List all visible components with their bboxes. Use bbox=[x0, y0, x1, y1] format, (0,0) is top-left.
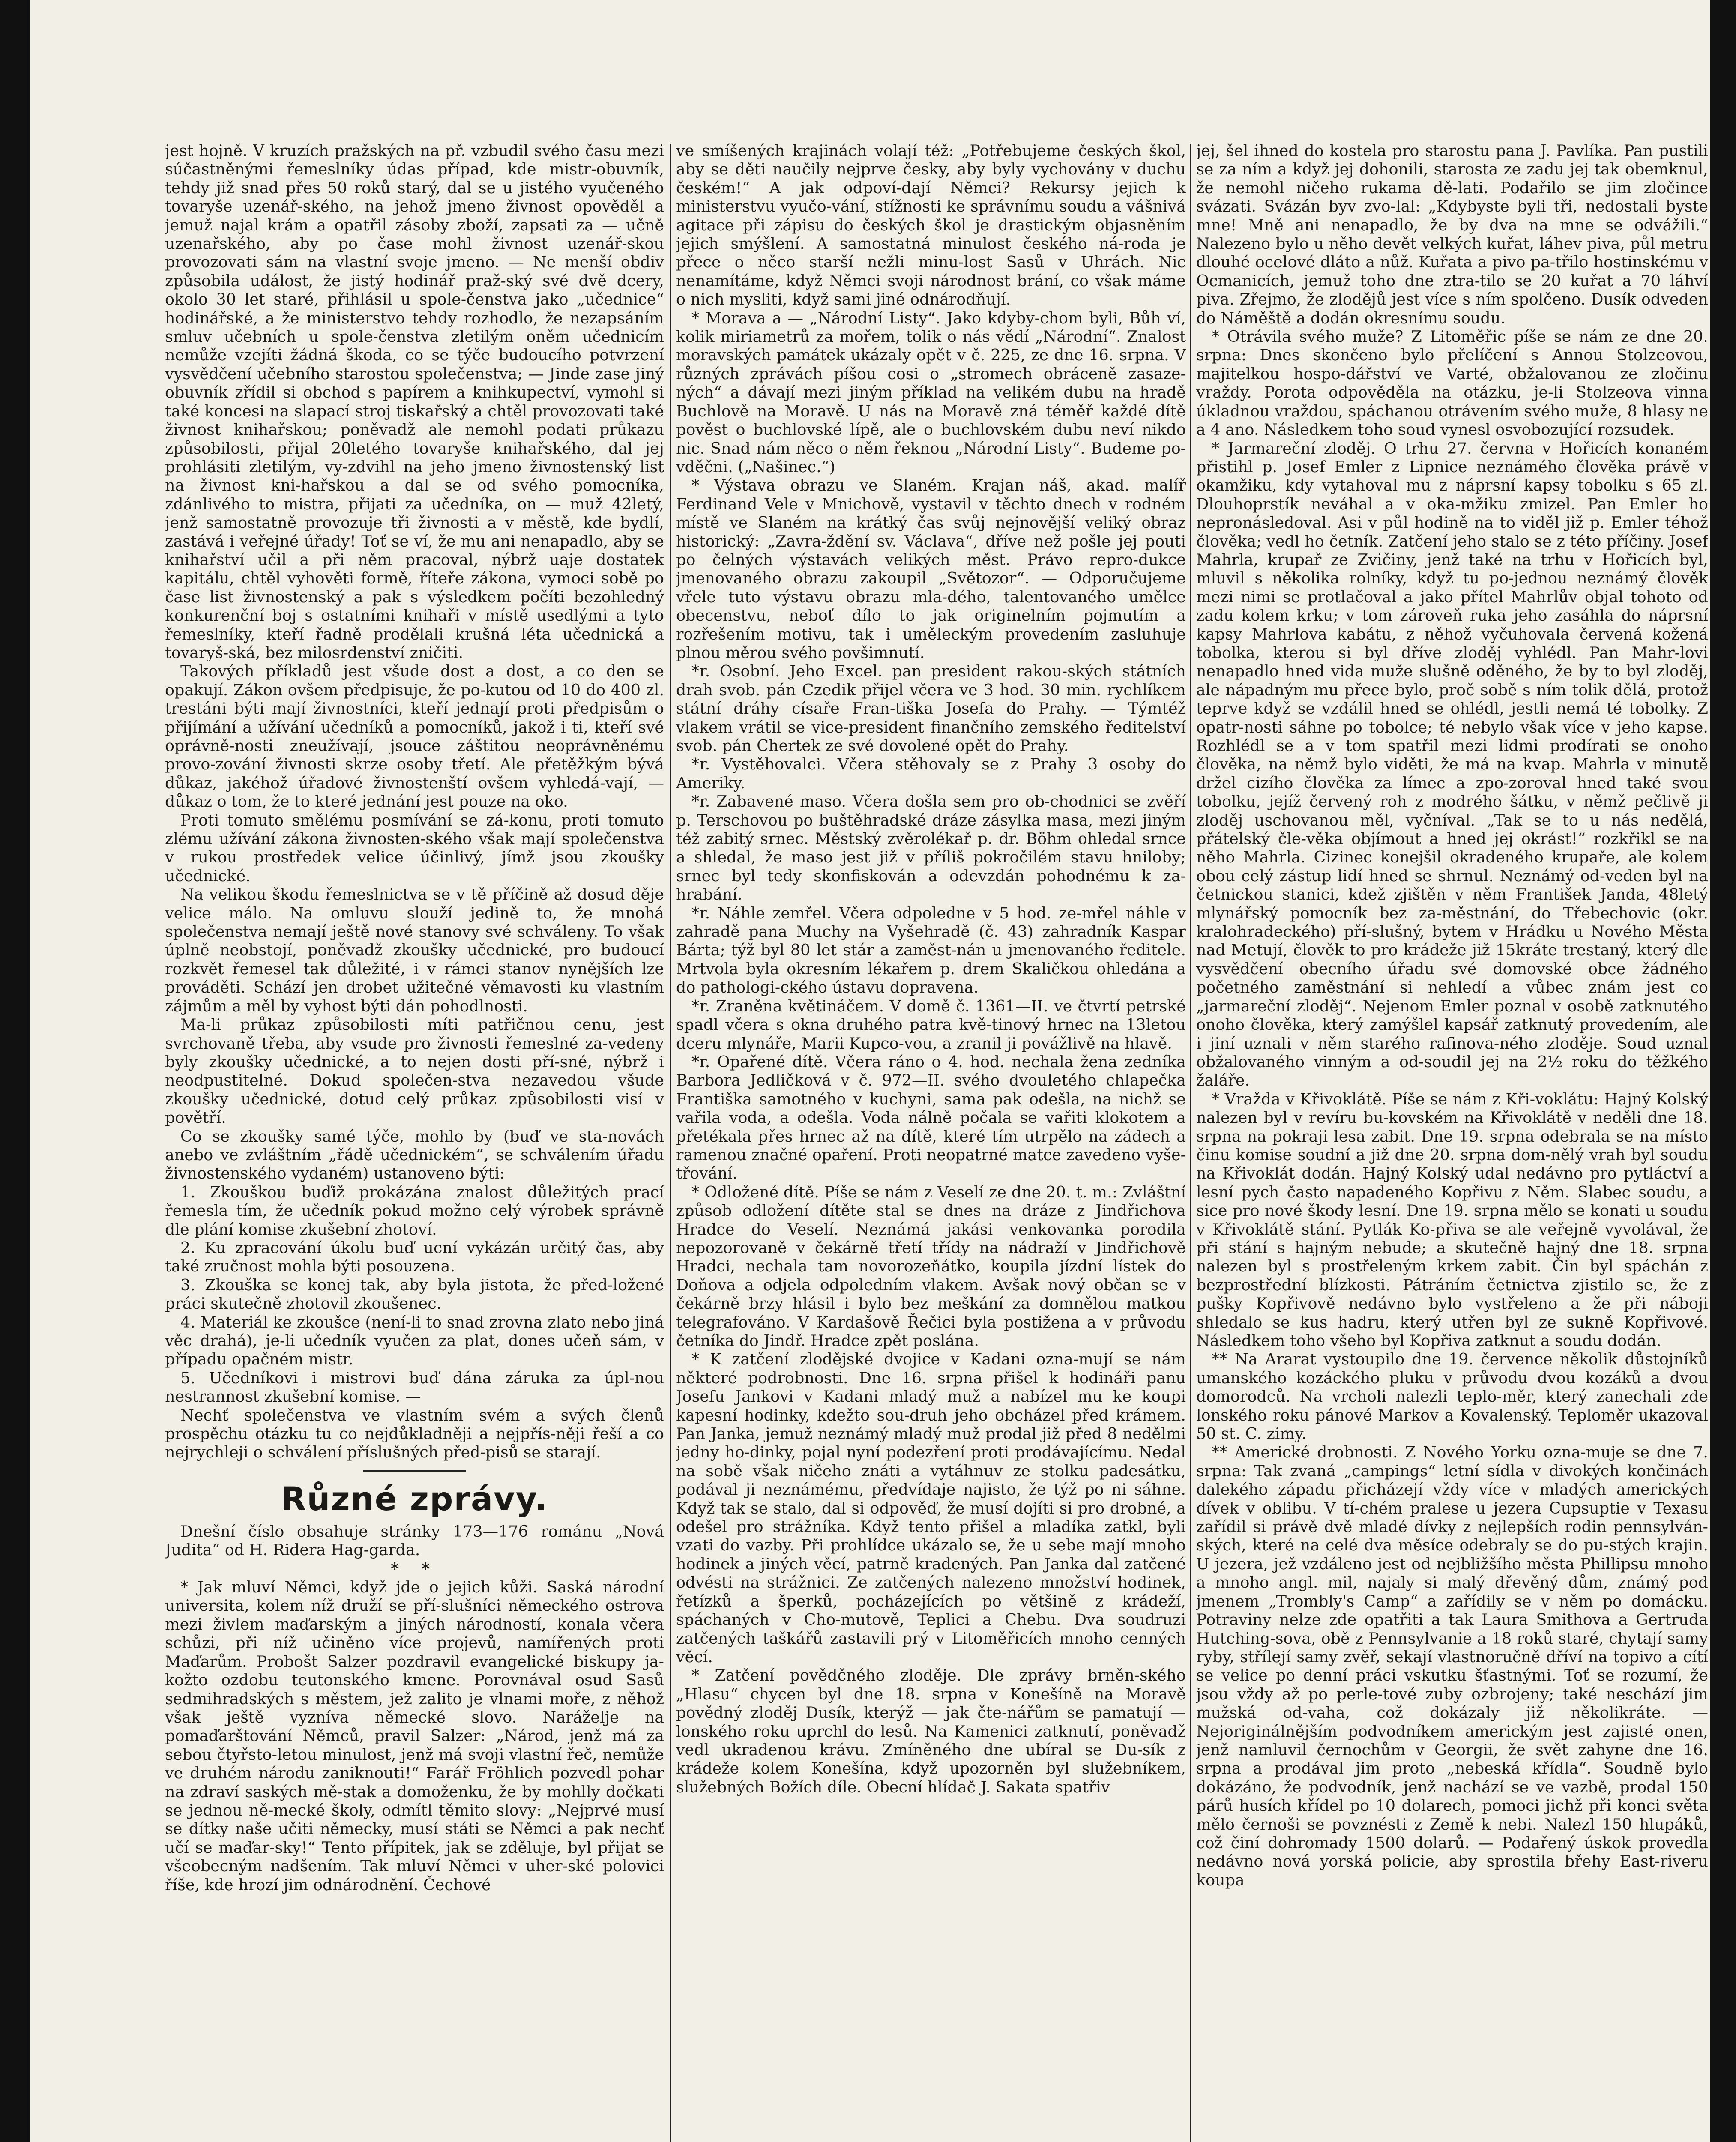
paragraph: * Jarmareční zloděj. O trhu 27. června v Hořicích konaném přistihl p. Josef Emler z Lipnice neznámého člověka právě v okamžiku, kdy vytahoval mu z náprsní kapsy tobolku s 65 zl. Dlouhoprstík neváhal a v oka-mžiku zmizel. Pan Emler ho nepronásledoval. Asi v půl hodině na to viděl již p. Emler téhož člověka; vedl ho četník. Zatčení jeho stalo se z této příčiny. Josef Mahrla, krupař ze Zvičiny, jenž také na trhu v Hořicích byl, mluvil s několika rolníky, když tu po-jednou neznámý člověk mezi nimi se protlačoval a jako přítel Mahrlův objal tohoto od zadu kolem krku; v tom zároveň ruka jeho zasáhla do náprsní kapsy Mahrlova kabátu, z něhož vyčuhovala červená kožená tobolka, kterou si byl dříve zloděj vyhlédl. Pan Mahr-lovi nenapadlo hned vida muže slušně oděného, že by to byl zloděj, ale nápadným mu přece bylo, proč sobě s ním tolik dělá, protož teprve když se vzdálil hned se ohlédl, jestli nemá té tobolky. Z opatr-nosti sáhne po tobolce; té nebylo však více v jeho kapse. Rozhlédl se a v tom spatřil mezi lidmi prodírati se onoho člověka, na němž bylo viděti, že má na kvap. Mahrla v minutě držel cizího člověka za límec a zpo-zoroval hned také svou tobolku, jejíž červený roh z modrého šátku, v němž pečlivě ji zloděj uschovanou měl, vyčníval. „Tak se to u nás nedělá, přátelský čle-věka objímout a hned jej okrást!“ rozkřikl se na něho Mahrla. Cizinec konejšil okradeného krupaře, ale kolem obou celý zástup lidí hned se shrnul. Neznámý od-veden byl na četnickou stanici, kdež zjištěn v něm František Janda, 48letý mlynářský pomocník bez za-městnání, do Třebechovic (okr. kralohradeckého) pří-slušný, bytem v Hrádku u Nového Města nad Metují, člověk to pro krádeže již 15kráte trestaný, který dle vysvědčení obecního úřadu své domovské obce žádného početného zaměstnání si nehledí a vůbec znám jest co „jarmareční zloděj“. Nejenom Emler poznal v osobě zatknutého onoho člověka, který zamýšlel kapsář zatknutý provedením, ale i jiní uznali v něm starého rafinova-ného zloděje. Soud uznal obžalovaného vinným a od-soudil jej na 2½ roku do těžkého žaláře. bbox=[1196, 439, 1708, 1090]
scan-border-left bbox=[0, 0, 30, 2142]
column-2 bbox=[676, 141, 1186, 2142]
column-divider bbox=[670, 144, 671, 2142]
paragraph: *r. Osobní. Jeho Excel. pan president rakou-ských státních drah svob. pán Czedik přijel včera ve 3 hod. 30 min. rychlíkem státní dráhy císaře Fran-tiška Josefa do Prahy. — Týmtéž vlakem vrátil se vice-president finančního zemského ředitelství svob. pán Chertek ze své dovolené opět do Prahy. bbox=[676, 662, 1186, 755]
paragraph: *r. Náhle zemřel. Včera odpoledne v 5 hod. ze-mřel náhle v zahradě pana Muchy na Vyšehradě (č. 43) zahradník Kaspar Bárta; týž byl 80 let stár a zaměst-nán u jmenovaného ředitele. Mrtvola byla okresním lékařem p. drem Skaličkou ohledána a do pathologi-ckého ústavu dopravena. bbox=[676, 903, 1186, 997]
paragraph: Proti tomuto smělému posmívání se zá-konu, proti tomuto zlému užívání zákona živnosten-ského však mají společenstva v rukou prostředek velice účinlivý, jímž jsou zkoušky učednické. bbox=[165, 811, 664, 885]
paragraph: ** Americké drobnosti. Z Nového Yorku ozna-muje se dne 7. srpna: Tak zvaná „campings“ letní sídla v divokých končinách dalekého západu přicházejí vždy více v mladých amerických dívek v oblibu. V tí-chém pralese u jezera Cupsuptie v Texasu zařídil si právě dvě mladé dívky z nejlepších rodin pennsylván-ských, které na celé dva měsíce odebraly se do pu-stých krajin. U jezera, jež vzdáleno jest od nejbližšího města Phillipsu mnoho a mnoho angl. mil, najaly si malý dřevěný dům, známý pod jmenem „Trombly's Camp“ a zařídily se v něm po domácku. Potraviny nelze zde opatřiti a tak Laura Smithova a Gertruda Hutching-sova, obě z Pennsylvanie a 18 roků staré, chytají samy ryby, střílejí samy zvěř, sekají vlastnoručně dříví na topivo a cítí se velice po denní práci vskutku šťastnými. Toť se rozumí, že jsou vždy až po perle-tové zuby ozbrojeny; také neschází jim mužská od-vaha, což dokázaly již několikráte. — Nejoriginálnějším podvodníkem americkým jest zajisté onen, jenž namluvil černochům v Georgii, že svět zahyne dne 16. srpna a prodával jim proto „nebeská křídla“. Soudně bylo dokázáno, že podvodník, jenž nachází se ve vazbě, prodal 150 párů husích křídel po 10 dolarech, pomoci jichž při konci světa mělo černoši se povznésti z Země k nebi. Nalezl 150 hlupáků, což činí dohromady 1500 dolarů. — Podařený úskok provedla nedávno nová yorská policie, aby sprostila břehy East-riveru koupa bbox=[1196, 1443, 1708, 1889]
separator: * * bbox=[391, 1559, 438, 1578]
section-divider bbox=[363, 1470, 466, 1472]
paragraph: * K zatčení zlodějské dvojice v Kadani ozna-mují se nám některé podrobnosti. Dne 16. srpna přišel k hodináři panu Josefu Jankovi v Kadani mladý muž a nabízel mu ke koupi kapesní hodinky, kdežto sou-druh jeho obcházel před krámem. Pan Janka, jemuž neznámý mladý muž prodal již před 8 nedělmi jedny ho-dinky, pojal nyní podezření proti prodávajícímu. Nedal na sobě však ničeho znáti a vytáhnuv ze stolku padesátku, podával ji neznámému, předvídaje najisto, že týž po ni sáhne. Když tak se stalo, dal si odpověď, že musí dojíti si pro drobné, a odešel pro strážníka. Když tento přišel a mladíka zatkl, byli vzati do vazby. Při prohlídce ukázalo se, že u sebe mají mnoho hodinek a jiných věcí, patrně kradených. Pan Janka dal zatčené odvésti na strážnici. Ze zatčených nalezeno množství hodinek, řetízků a šperků, pocházejících po většině z krádeží, spáchaných v Cho-mutově, Teplici a Chebu. Dva soudruzi zatčených taškářů zastavili prý v Litoměřicích mnoho cenných věcí. bbox=[676, 1350, 1186, 1666]
paragraph: * Zatčení povědčného zloděje. Dle zprávy brněn-ského „Hlasu“ chycen byl dne 18. srpna v Konešíně na Moravě povědný zloděj Dusík, kterýž — jak čte-nářům se pamatují — lonského roku uprchl do lesů. Na Kamenici zatknutí, poněvadž vedl ukradenou krávu. Zmíněného dne ubíral se Du-sík z krádeže kolem Konešína, když upozorněn byl služebníkem, služebných Božích díle. Obecní hlídač J. Sakata spatřiv bbox=[676, 1666, 1186, 1796]
paragraph: *r. Opařené dítě. Včera ráno o 4. hod. nechala žena zedníka Barbora Jedličková v č. 972—II. svého dvouletého chlapečka Františka samotného v kuchyni, sama pak odešla, na nichž se vařila voda, a odešla. Voda nálně počala se vařiti klokotem a přetékala přes hrnec až na dítě, které tím utrpělo na zádech a ramenou značné opaření. Proti neopatrné matce zavedeno vyše-třování. bbox=[676, 1052, 1186, 1183]
paragraph: jest hojně. V kruzích pražských na př. vzbudil svého času mezi súčastněnými řemeslníky údas případ, kde mistr-obuvník, tehdy již snad přes 50 roků starý, dal se u jistého vyučeného tovaryše uzenář-ského, na jehož jmeno živnost opověděl a jemuž najal krám a opatřil zásoby zboží, zapsati za — učně uzenařského, aby po čase mohl živnost uzenář-skou provozovati sám na vlastní svoje jmeno. — Ne menší obdiv způsobila událost, že jistý hodinář praž-ský své dvě dcery, okolo 30 let staré, přihlásil u spole-čenstva jako „učednice“ hodinářské, a že ministerstvo tehdy rozhodlo, že nezapsáním smluv učebních u spole-čenstva zletilým oněm učednicím nemůže vzejíti žádná škoda, co se týče budoucího potvrzení vysvědčení učebního starostou společenstva; — Jinde zase jiný obuvník zřídil si obchod s papírem a knihkupectví, vymohl si také koncesi na slapací stroj tiskařský a chtěl provozovati také živnost knihařskou; poněvadž ale nemohl podati průkazu způsobilosti, přijal 20letého tovaryše knihařského, dal jej prohlásiti zletilým, vy-zdvihl na jeho jmeno živnostenský list na živnost kni-hařskou a dal se od svého pomocníka, zdánlivého to mistra, přijati za učedníka, on — muž 42letý, jenž samostatně provozuje tři živnosti a v městě, kde bydlí, zastává i veřejné úřady! Toť se ví, že mu ani nenapadlo, aby se knihařství učil a při něm pracoval, nýbrž uaje dostatek kapitálu, chtěl vyhověti formě, říteře zákona, vymoci sobě po čase list živnostenský a pak s výsledkem počíti bezohledný konkurenční boj s ostatními knihaři v místě usedlými a tyto řemeslníky, kteří řadně prodělali krušná léta učednická a tovaryš-ská, bez milosrdenství zničiti. bbox=[165, 141, 664, 662]
paragraph: *r. Zraněna květináčem. V domě č. 1361—II. ve čtvrtí petrské spadl včera s okna druhého patra kvě-tinový hrnec na 13letou dceru mlynáře, Marii Kupco-vou, a zranil ji povážlivě na hlavě. bbox=[676, 996, 1186, 1053]
paragraph: * Výstava obrazu ve Slaném. Krajan náš, akad. malíř Ferdinand Vele v Mnichově, vystavil v těchto dnech v rodném místě ve Slaném na krátký čas svůj nejnovější veliký obraz historický: „Zavra-ždění sv. Václava“, dříve než pošle jej pouti po čelných výstavách velikých měst. Právo repro-dukce jmenovaného obrazu zakoupil „Světozor“. — Odporučujeme vřele tuto výstavu obrazu mla-dého, talentovaného umělce obecenstvu, neboť dílo to jak originelním pojmutím a rozřešením motivu, tak i uměleckým provedením zasluhuje plnou měrou svého povšimnutí. bbox=[676, 476, 1186, 662]
paragraph: *r. Zabavené maso. Včera došla sem pro ob-chodnici se zvěří p. Terschovou po buštěhradské dráze zásylka masa, mezi jiným též zabitý srnec. Městský zvěrolékař p. dr. Böhm ohledal srnce a shledal, že maso jest již v příliš pokročilém stavu hniloby; srnec byl tedy skonfiskován a odevzdán pohodnému k za-hrabání. bbox=[676, 792, 1186, 904]
paragraph: ** Na Ararat vystoupilo dne 19. července několik důstojníků umanského kozáckého pluku v průvodu dvou kozáků a dvou domorodců. Na vrcholi nalezli teplo-měr, který zanechali zde lonského roku pánové Markov a Kovalenský. Teploměr ukazoval 50 st. C. zimy. bbox=[1196, 1350, 1708, 1443]
paragraph: Dnešní číslo obsahuje stránky 173—176 románu „Nová Judita“ od H. Ridera Hag-garda. bbox=[165, 1522, 664, 1559]
paragraph: Na velikou škodu řemeslnictva se v tě příčině až dosud děje velice málo. Na omluvu slouží jedině to, že mnohá společenstva nemají ještě nové stanovy své schváleny. To však úplně neobstojí, poněvadž zkoušky učednické, pro budoucí rozkvět řemesel tak důležité, i v rámci stanov nynějších lze prováděti. Schází jen drobet užitečné věmavosti ku vlastním zájmům a měl by vyhost býti dán pohodlnosti. bbox=[165, 885, 664, 1015]
paragraph: * Jak mluví Němci, když jde o jejich kůži. Saská národní universita, kolem níž druží se pří-slušníci německého ostrova mezi živlem maďarským a jiných národností, konala včera schůzi, při níž učiněno více projevů, namířených proti Maďarům. Probošt Salzer pozdravil evangelické biskupy ja-kožto ozdobu teutonského kmene. Porovnával osud Sasů sedmihradských s městem, jež zalito je vlnami moře, z něhož však ještě vyzníva německé slovo. Naráželje na pomaďarštování Němců, pravil Salzer: „Národ, jenž má za sebou čtyřsto-letou minulost, jenž má svoji vlastní řeč, nemůže ve druhém národu zaniknouti!“ Farář Fröhlich pozvedl pohar na zdraví saských mě-stak a domoženku, že by mohlly dočkati se jednou ně-mecké školy, odmítl těmito slovy: „Nejprvé musí se dítky naše učiti německy, musí státi se Němci a pak nechť učí se maďar-sky!“ Tento přípitek, jak se zděluje, byl přijat se všeobecným nadšením. Tak mluví Němci v uher-ské polovici říše, kde hrozí jim odnárodnění. Čechové bbox=[165, 1578, 664, 1894]
paragraph: 1. Zkouškou buďiž prokázána znalost důležitých prací řemesla tím, že učedník pokud možno celý výrobek správně dle plání komise zkušební zhotoví. bbox=[165, 1182, 664, 1239]
paragraph: * Morava a — „Národní Listy“. Jako kdyby-chom byli, Bůh ví, kolik miriametrů za mořem, tolik o nás vědí „Národní“. Znalost moravských památek ukázaly opět v č. 225, ze dne 16. srpna. V různých zprávách píšou cosi o „stromech obráceně zasaze-ných“ a dávají mezi jiným příklad na velikém dubu na hradě Buchlově na Moravě. U nás na Moravě zná téměř každé dítě pověst o buchlovské lípě, ale o buchlovském dubu neví nikdo nic. Snad nám něco o něm řeknou „Národní Listy“. Budeme po-vděčni. („Našinec.“) bbox=[676, 308, 1186, 476]
paragraph: * Otrávila svého muže? Z Litoměřic píše se nám ze dne 20. srpna: Dnes skončeno bylo přelíčení s Annou Stolzeovou, majitelkou hospo-dářství ve Varté, obžalovanou ze zločinu vraždy. Porota odpověděla na otázku, je-li Stolzeova vinna úkladnou vraždou, spáchanou otrávením svého muže, 8 hlasy ne a 4 ano. Následkem toho soud vynesl osvobozující rozsudek. bbox=[1196, 327, 1708, 439]
scan-border-right bbox=[1710, 0, 1736, 2142]
column-divider bbox=[1190, 144, 1191, 2142]
paragraph: ve smíšených krajinách volají též: „Potřebujeme českých škol, aby se děti naučily nejprve česky, aby byly vychovány v duchu českém!“ A jak odpoví-dají Němci? Rekursy jejich k ministerstvu vyučo-vání, stížnosti ke správnímu soudu a vášnivá agitace při zápisu do českých škol je drastickým objasněním jejich smýšlení. A samostatná minulost českého ná-roda je přece o něco starší nežli minu-lost Sasů v Uhrách. Nic nenamítáme, když Němci svoji národnost brání, co však máme o nich mysliti, když sami jiné odnárodňují. bbox=[676, 141, 1186, 309]
paragraph: * Vražda v Křivoklátě. Píše se nám z Kři-voklátu: Hajný Kolský nalezen byl v revíru bu-kovském na Křivoklátě v neděli dne 18. srpna na pokraji lesa zabit. Dne 19. srpna odebrala se na místo činu komise soudní a již dne 20. srpna dom-nělý vrah byl soudu na Křivoklát dodán. Hajný Kolský udal nedávno pro pytláctví a lesní pych často napadeného Kopřivu z Něm. Slabec soudu, a sice pro nové škody lesní. Dne 19. srpna mělo se konati u soudu v Křivoklátě stání. Pytlák Ko-přiva se ale veřejně vyvolával, že při stání s hajným nebude; a skutečně hajný dne 18. srpna nalezen byl s prostřeleným krkem zabit. Čin byl spáchán z bezprostřední blízkosti. Pátráním četnictva zjistilo se, že z pušky Kopřivově nedávno bylo vystřeleno a že při náboji shledalo se kus hadru, který utřen byl ze sukně Kopřivové. Následkem toho všeho byl Kopřiva zatknut a soudu dodán. bbox=[1196, 1089, 1708, 1350]
paragraph: Ma-li průkaz způsobilosti míti patřičnou cenu, jest svrchovaně třeba, aby vsude pro živnosti řemeslné za-vedeny byly zkoušky učednické, a to nejen dosti pří-sné, nýbrž i neodpustitelné. Dokud společen-stva nezavedou všude zkoušky učednické, dotud celý průkaz způsobilosti visí v povětří. bbox=[165, 1015, 664, 1127]
paragraph: 4. Materiál ke zkoušce (není-li to snad zrovna zlato nebo jiná věc drahá), je-li učedník vyučen za plat, dones učeň sám, v případu opačném mistr. bbox=[165, 1313, 664, 1369]
paragraph: 2. Ku zpracování úkolu buď ucní vykázán určitý čas, aby také zručnost mohla býti posouzena. bbox=[165, 1238, 664, 1276]
section-heading: Různé zprávy. bbox=[281, 1479, 548, 1518]
paragraph: 3. Zkouška se konej tak, aby byla jistota, že před-ložené práci skutečně zhotovil zkoušenec. bbox=[165, 1275, 664, 1313]
paragraph: 5. Učedníkovi i mistrovi buď dána záruka za úpl-nou nestrannost zkušební komise. — bbox=[165, 1368, 664, 1406]
paragraph: Nechť společenstva ve vlastním svém a svých členů prospěchu otázku tu co nejdůkladněji a nejpřís-něji řeší a co nejrychleji o schválení příslušných před-pisů se starají. bbox=[165, 1406, 664, 1462]
column-3 bbox=[1196, 141, 1708, 2142]
paragraph: Co se zkoušky samé týče, mohlo by (buď ve sta-novách anebo ve zvláštním „řádě učednickém“, se schválením úřadu živnostenského vydaném) ustanoveno býti: bbox=[165, 1127, 664, 1183]
paragraph: jej, šel ihned do kostela pro starostu pana J. Pavlíka. Pan pustili se za ním a když jej dohonili, starosta ze zadu jej tak obemknul, že nemohl ničeho rukama dě-lati. Podařilo se jim zločince svázati. Svázán byv zvo-lal: „Kdybyste byli tři, nedostali byste mne! Mně ani nenapadlo, že by dva na mne se odvážili.“ Nalezeno bylo u něho devět velkých kuřat, láhev piva, půl metru dlouhé ocelové dláto a nůž. Kuřata a pivo pa-třilo hostinskému v Ocmanicích, jemuž toho dne ztra-tilo se 20 kuřat a 70 láhví piva. Zřejmo, že zlodějů jest více s ním spolčeno. Dusík odveden do Náměště a dodán okresnímu soudu. bbox=[1196, 141, 1708, 327]
column-1 bbox=[165, 141, 664, 2142]
paragraph: Takových příkladů jest všude dost a dost, a co den se opakují. Zákon ovšem předpisuje, že po-kutou od 10 do 400 zl. trestáni býti mají živnostníci, kteří jednají proti předpisům o přijímání a užívání učedníků a pomocníků, jakož i ti, kteří své oprávně-nosti zneužívají, jsouce záštitou neoprávněnému provo-zování živnosti skrze osoby třetí. Ale přetěžkým bývá důkaz, jakéhož úřadové živnostenští ovšem vyhledá-vají, — důkaz o tom, že to které jednání jest pouze na oko. bbox=[165, 662, 664, 811]
paragraph: * Odložené dítě. Píše se nám z Veselí ze dne 20. t. m.: Zvláštní způsob odložení dítěte stal se dnes na dráze z Jindřichova Hradce do Veselí. Neznámá jakási venkovanka porodila nepozorovaně v čekárně třetí třídy na nádraží v Jindřichově Hradci, nechala tam novorozeňátko, koupila jízdní lístek do Doňova a odjela odpoledním vlakem. Avšak nový občan se v čekárně brzy hlásil i bylo bez meškání za domnělou matkou telegrafováno. V Kardašově Řečici byla postižena a v průvodu četníka do Jindř. Hradce zpět poslána. bbox=[676, 1182, 1186, 1350]
paragraph: *r. Vystěhovalci. Včera stěhovaly se z Prahy 3 osoby do Ameriky. bbox=[676, 755, 1186, 792]
